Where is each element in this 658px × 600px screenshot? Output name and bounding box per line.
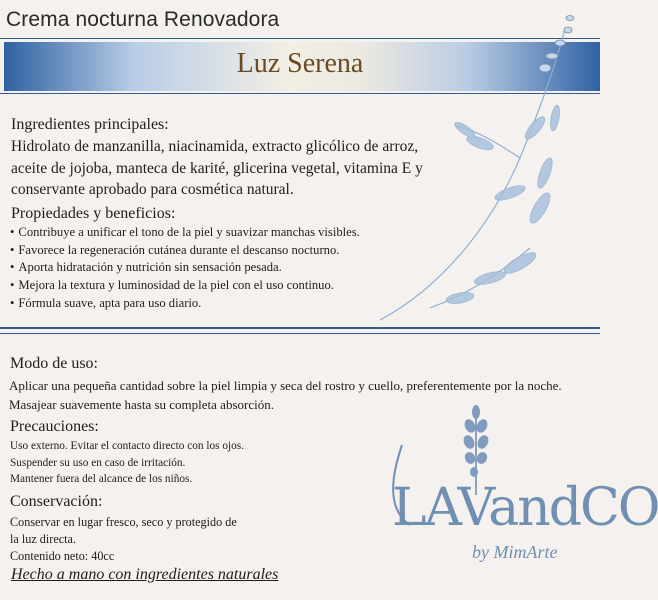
list-item: • Fórmula suave, apta para uso diario. [10, 295, 430, 313]
list-item: • Mejora la textura y luminosidad de la piel con el uso continuo. [10, 277, 430, 295]
storage-heading: Conservación: [10, 493, 103, 510]
precaution-line: Mantener fuera del alcance de los niños. [10, 473, 193, 485]
storage-line: la luz directa. [10, 532, 76, 546]
precaution-line: Uso externo. Evitar el contacto directo con los ojos. [10, 440, 245, 452]
net-content: Contenido neto: 40cc [10, 549, 115, 563]
precautions-heading: Precauciones: [10, 418, 99, 435]
storage-text [10, 514, 310, 565]
storage-line: Conservar en lugar fresco, seco y protegido de [10, 515, 237, 529]
usage-heading: Modo de uso: [10, 355, 98, 372]
precautions-text [10, 438, 370, 488]
usage-text: Aplicar una pequeña cantidad sobre la piel limpia y seca del rostro y cuello, preferentemente por la noche. Masajear suavemente hasta su completa absorción. [9, 378, 562, 412]
section-divider [0, 327, 600, 329]
brand-logo-subtext: by MimArte [472, 542, 558, 562]
list-item: • Aporta hidratación y nutrición sin sensación pesada. [10, 259, 430, 277]
ingredients-text: Hidrolato de manzanilla, niacinamida, extracto glicólico de arroz, aceite de jojoba, manteca de karité, glicerina vegetal, vitamina E y conservante aprobado para cosmética natural. [11, 138, 423, 198]
handmade-note: Hecho a mano con ingredientes naturales [11, 566, 279, 583]
list-item: • Contribuye a unificar el tono de la piel y suavizar manchas visibles. [10, 224, 430, 242]
benefits-list [10, 224, 430, 313]
precaution-line: Suspender su uso en caso de irritación. [10, 456, 186, 469]
ingredients-heading: Ingredientes principales: [11, 116, 169, 133]
list-item: • Favorece la regeneración cutánea durante el descanso nocturno. [10, 242, 430, 260]
product-title: Crema nocturna Renovadora [6, 8, 280, 31]
section-divider [0, 333, 600, 334]
line-name: Luz Serena [236, 48, 364, 79]
brand-logo-text: LAVandCO [392, 478, 658, 538]
benefits-heading: Propiedades y beneficios: [11, 205, 176, 222]
